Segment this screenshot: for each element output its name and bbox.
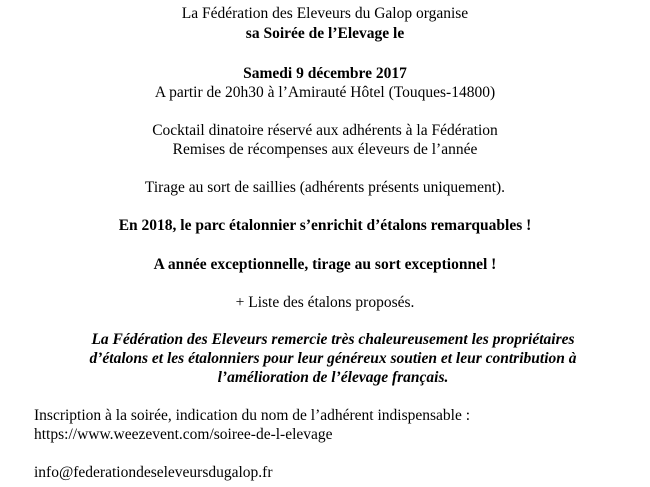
- cocktail-line: Cocktail dinatoire réservé aux adhérents à la Fédération: [152, 122, 498, 139]
- contact-email-link[interactable]: info@federationdeseleveursdugalop.fr: [34, 464, 273, 481]
- event-time-place: A partir de 20h30 à l’Amirauté Hôtel (Touques-14800): [154, 84, 496, 101]
- event-name-line: sa Soirée de l’Elevage le: [245, 25, 405, 42]
- draw-line: Tirage au sort de saillies (adhérents présents uniquement).: [144, 179, 506, 196]
- thanks-line-2: d’étalons et les étalonniers pour leur généreux soutien et leur contribution à: [89, 350, 577, 367]
- exceptional-draw-line: A année exceptionnelle, tirage au sort exceptionnel !: [153, 256, 497, 273]
- thanks-line-1: La Fédération des Eleveurs remercie très chaleureusement les propriétaires: [91, 331, 575, 348]
- intro-line: La Fédération des Eleveurs du Galop organise: [181, 5, 469, 22]
- stallions-2018-line: En 2018, le parc étalonnier s’enrichit d’étalons remarquables !: [118, 217, 532, 234]
- registration-link[interactable]: https://www.weezevent.com/soiree-de-l-elevage: [34, 426, 333, 443]
- awards-line: Remises de récompenses aux éleveurs de l’année: [172, 141, 478, 158]
- registration-text: Inscription à la soirée, indication du nom de l’adhérent indispensable :: [34, 407, 471, 424]
- thanks-line-3: l’amélioration de l’élevage français.: [217, 369, 449, 386]
- stallion-list-line: + Liste des étalons proposés.: [235, 294, 415, 311]
- event-date: Samedi 9 décembre 2017: [243, 65, 407, 82]
